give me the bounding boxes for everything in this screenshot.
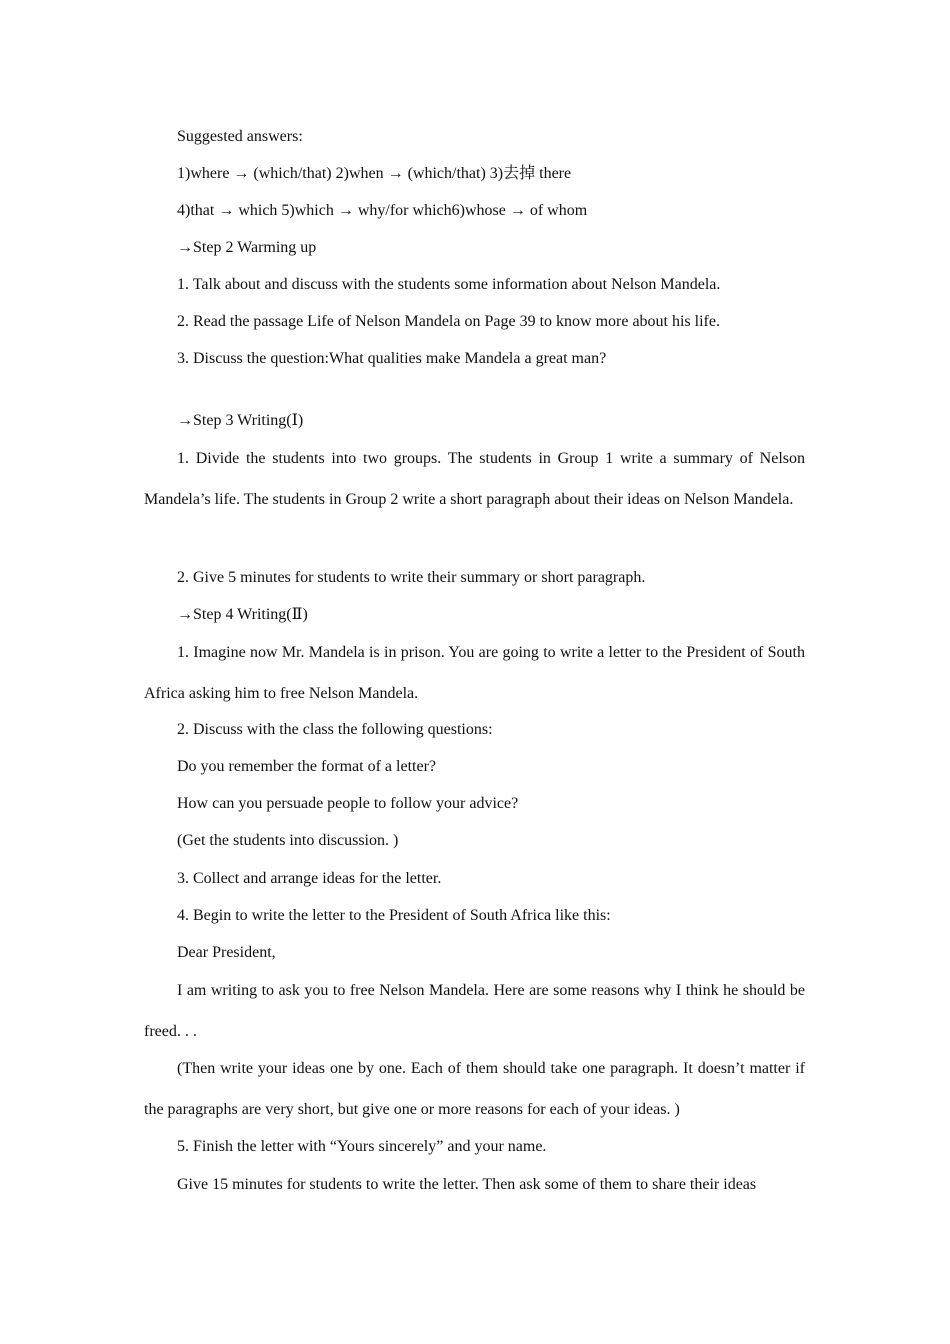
step-4-item-2: 2. Discuss with the class the following questions: (177, 721, 493, 738)
step-4-heading: →Step 4 Writing(Ⅱ) (177, 606, 308, 623)
step-3-item-1: 1. Divide the students into two groups. The students in Group 1 write a summary of Nelson Mandela’s life. The students in Group 2 write a short paragraph about their ideas on Nelson Mandela. (144, 450, 805, 508)
step-4-item-1: 1. Imagine now Mr. Mandela is in prison. You are going to write a letter to the President of South Africa asking him to free Nelson Mandela. (144, 644, 805, 702)
answers-line-2: 4)that → which 5)which → why/for which6)whose → of whom (177, 202, 588, 219)
step-2-heading: →Step 2 Warming up (177, 239, 317, 256)
closing-paragraph: Give 15 minutes for students to write the letter. Then ask some of them to share their ideas (177, 1176, 757, 1193)
step-2-item-1: 1. Talk about and discuss with the students some information about Nelson Mandela. (177, 276, 721, 293)
discussion-note: (Get the students into discussion. ) (177, 832, 399, 849)
persuade-question: How can you persuade people to follow your advice? (177, 795, 519, 812)
answers-line-1: 1)where → (which/that) 2)when → (which/that) 3)去掉 there (177, 165, 572, 182)
step-3-heading: →Step 3 Writing(Ⅰ) (177, 412, 304, 429)
format-question: Do you remember the format of a letter? (177, 758, 436, 775)
step-4-item-4: 4. Begin to write the letter to the President of South Africa like this: (177, 907, 611, 924)
suggested-answers-heading: Suggested answers: (177, 128, 303, 145)
step-4-item-5: 5. Finish the letter with “Yours sincerely” and your name. (177, 1138, 547, 1155)
instruction-note: (Then write your ideas one by one. Each of them should take one paragraph. It doesn’t matter if the paragraphs are very short, but give one or more reasons for each of your ideas. ) (144, 1060, 805, 1118)
step-3-item-2: 2. Give 5 minutes for students to write their summary or short paragraph. (177, 569, 646, 586)
letter-body: I am writing to ask you to free Nelson Mandela. Here are some reasons why I think he should be freed. . . (144, 982, 805, 1040)
letter-salutation: Dear President, (177, 944, 276, 961)
step-2-item-3: 3. Discuss the question:What qualities make Mandela a great man? (177, 350, 607, 367)
step-4-item-3: 3. Collect and arrange ideas for the letter. (177, 870, 442, 887)
step-2-item-2: 2. Read the passage Life of Nelson Mandela on Page 39 to know more about his life. (177, 313, 720, 330)
